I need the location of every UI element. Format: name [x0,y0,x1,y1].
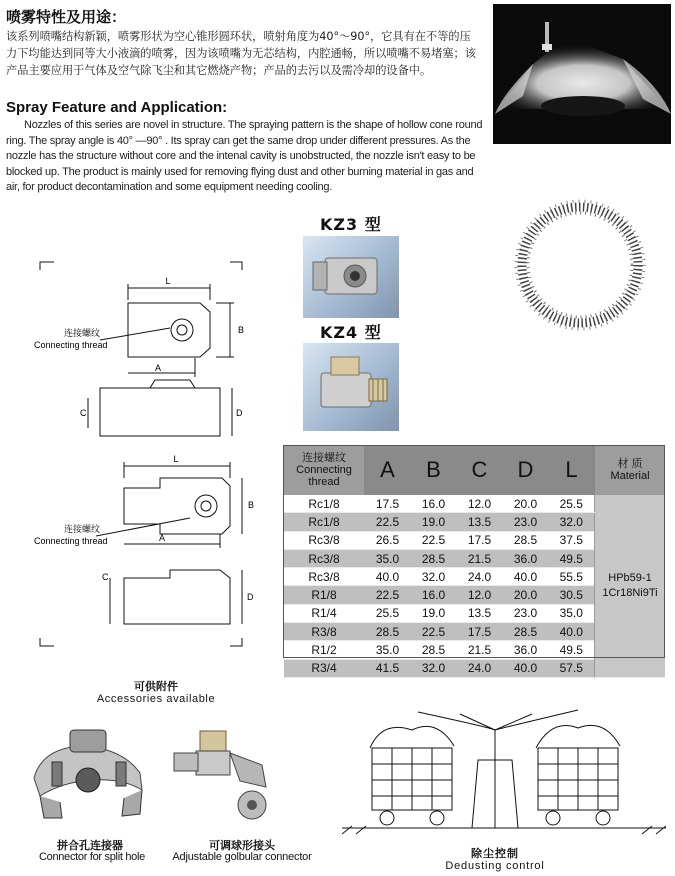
dim-b-label: B [248,500,255,510]
header-d: D [503,445,549,495]
cell-l: 30.5 [549,586,595,604]
dedusting-drawing-svg [342,700,666,838]
header-l: L [549,445,595,495]
spray-cone-image [493,4,671,144]
english-section-title: Spray Feature and Application: [6,99,228,116]
kz4-drawing-svg [20,448,270,648]
dimension-table [283,445,665,678]
cell-thread: R1/4 [284,604,365,622]
table-header-row [284,445,666,495]
cell-d: 40.0 [503,659,549,677]
kz3-dimension-drawing [20,258,270,448]
thread-label-cn: 连接螺纹 [64,525,101,535]
cell-b: 19.0 [411,513,457,531]
dedusting-control-drawing [342,700,666,838]
cell-d: 20.0 [503,495,549,513]
kz4-dimension-drawing [20,448,270,648]
header-thread-cn: 连接螺纹 [302,452,346,464]
header-b: B [411,445,457,495]
cell-a: 22.5 [365,586,411,604]
kz4-nozzle-image [303,343,399,431]
split-connector-image [22,718,157,828]
dedusting-label-en: Dedusting control [445,860,545,872]
english-description: Nozzles of this series are novel in structure. The spraying pattern is the shape of hollow cone round ring. The spray angle is 40° —90° . Its spray can get the same drop under different pressures. As the nozzle has the structure without core and the intenal cavity is unobstructed, the nozzle isn't easy to be blocked up. The product is mainly used for removing flying dust and other burning material in gas and air, for product decontamination and some equipment needing cooling. [6,119,483,193]
cell-c: 24.0 [457,659,503,677]
accessories-title-cn: 可供附件 [134,680,178,693]
model-kz4-label: KZ4 型 [320,323,382,342]
dim-c-label: C [102,572,109,582]
cell-d: 23.0 [503,604,549,622]
header-thread [284,445,365,495]
cell-l: 49.5 [549,641,595,659]
cell-b: 28.5 [411,549,457,567]
english-description-block [6,118,488,196]
cell-thread: Rc3/8 [284,568,365,586]
thread-label-en: Connecting thread [34,536,108,546]
cell-b: 19.0 [411,604,457,622]
cell-l: 57.5 [549,659,595,677]
cell-c: 21.5 [457,549,503,567]
accessories-title-en: Accessories available [96,693,216,705]
cell-l: 49.5 [549,549,595,567]
cell-d: 23.0 [503,513,549,531]
cell-b: 32.0 [411,568,457,586]
spray-cone-photo [493,4,671,144]
cell-b: 22.5 [411,623,457,641]
cell-material [595,495,666,677]
cell-c: 12.0 [457,586,503,604]
kz3-nozzle-photo [303,236,399,318]
globular-connector-image [170,725,288,825]
dim-d-label: D [236,408,243,418]
cell-d: 20.0 [503,586,549,604]
thread-label-cn: 连接螺纹 [64,329,101,339]
header-a: A [365,445,411,495]
header-thread-en2: thread [308,476,340,488]
cell-thread: R3/8 [284,623,365,641]
dedusting-label-cn: 除尘控制 [471,847,519,860]
globular-connector-label-en: Adjustable golbular connector [172,851,312,863]
cell-a: 28.5 [365,623,411,641]
cell-c: 13.5 [457,604,503,622]
cell-b: 32.0 [411,659,457,677]
cell-b: 16.0 [411,586,457,604]
globular-connector-label-cn: 可调球形接头 [209,839,275,852]
chinese-description: 该系列喷嘴结构新颖，喷雾形状为空心锥形圆环状，喷射角度为40°～90°，它具有在不等的压力下均能达到同等大小液滴的喷雾，因为该喷嘴为无芯结构，内腔通畅，所以喷嘴不易堵塞；该产品主要应用于气体及空气除飞尘和其它燃烧产物；产品的去污以及需冷却的设备中。 [6,30,476,77]
cell-thread: Rc1/8 [284,513,365,531]
split-connector-label-en: Connector for split hole [39,851,145,863]
cell-c: 17.5 [457,531,503,549]
cell-thread: Rc1/8 [284,495,365,513]
dim-d-label: D [247,592,254,602]
cell-thread: R1/2 [284,641,365,659]
table-row [284,495,666,513]
cell-l: 40.0 [549,623,595,641]
cell-b: 16.0 [411,495,457,513]
dim-c-label: C [80,408,87,418]
cell-a: 22.5 [365,513,411,531]
cell-l: 25.5 [549,495,595,513]
model-kz3-label: KZ3 型 [320,215,382,234]
cell-thread: Rc3/8 [284,531,365,549]
cell-l: 55.5 [549,568,595,586]
cell-thread: R3/4 [284,659,365,677]
cell-a: 35.0 [365,641,411,659]
cell-d: 28.5 [503,623,549,641]
header-material [595,445,666,495]
spray-ring-pattern [505,190,655,340]
kz3-drawing-svg [20,258,270,448]
cell-a: 26.5 [365,531,411,549]
cell-l: 35.0 [549,604,595,622]
cell-c: 17.5 [457,623,503,641]
cell-a: 17.5 [365,495,411,513]
cell-c: 12.0 [457,495,503,513]
split-hole-connector-photo [22,718,157,828]
globular-connector-photo [170,725,288,825]
dim-b-label: B [238,325,245,335]
header-c: C [457,445,503,495]
cell-l: 32.0 [549,513,595,531]
cell-c: 24.0 [457,568,503,586]
dim-a-label: A [158,533,166,543]
cell-a: 40.0 [365,568,411,586]
material-2: 1Cr18Ni9Ti [602,586,658,599]
cell-b: 28.5 [411,641,457,659]
dim-l-label: L [173,454,179,464]
dim-l-label: L [165,276,171,286]
kz4-nozzle-photo [303,343,399,431]
material-1: HPb59-1 [608,571,652,584]
header-material-cn: 材 质 [617,458,643,470]
cell-a: 35.0 [365,549,411,567]
cell-d: 40.0 [503,568,549,586]
cell-d: 36.0 [503,641,549,659]
cell-d: 36.0 [503,549,549,567]
chinese-section-title: 喷雾特性及用途： [6,8,127,26]
kz3-nozzle-image [303,236,399,318]
cell-d: 28.5 [503,531,549,549]
ring-pattern-image [505,190,655,340]
cell-c: 21.5 [457,641,503,659]
header-thread-en1: Connecting [296,464,352,476]
dim-a-label: A [154,363,162,373]
thread-label-en: Connecting thread [34,340,108,350]
cell-b: 22.5 [411,531,457,549]
cell-a: 25.5 [365,604,411,622]
cell-thread: R1/8 [284,586,365,604]
header-material-en: Material [610,470,650,482]
split-connector-label-cn: 拼合孔连接器 [57,839,123,852]
cell-l: 37.5 [549,531,595,549]
cell-c: 13.5 [457,513,503,531]
cell-a: 41.5 [365,659,411,677]
cell-thread: Rc3/8 [284,549,365,567]
